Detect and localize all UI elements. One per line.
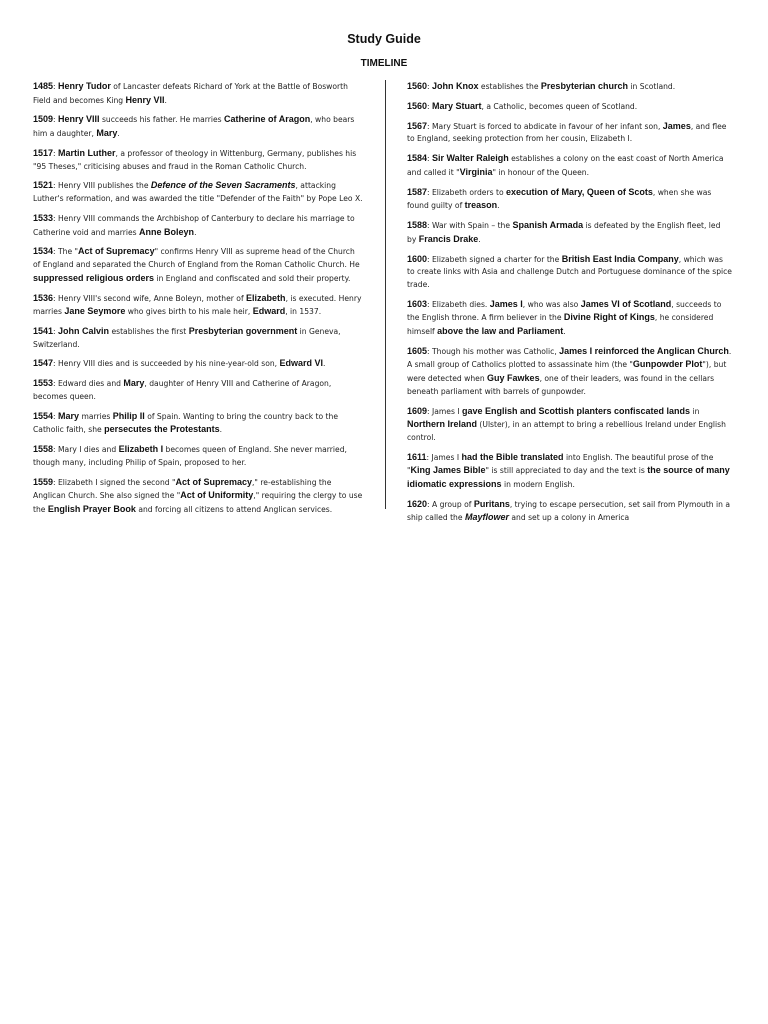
highlighted-term: execution of Mary, Queen of Scots — [506, 186, 653, 197]
highlighted-term: Catherine of Aragon — [224, 114, 311, 125]
timeline-entry — [407, 298, 732, 339]
highlighted-term: Elizabeth — [246, 292, 286, 303]
timeline-right-column — [407, 80, 732, 531]
timeline-year: 1611 — [407, 451, 427, 462]
entry-text: establishes the first — [109, 326, 189, 336]
highlighted-term: Philip II — [112, 410, 145, 421]
highlighted-term: treason — [464, 200, 498, 211]
timeline-entry — [407, 100, 732, 114]
entry-text: , daughter of Henry VIII and Catherine of Aragon, becomes queen. — [33, 379, 332, 401]
timeline-year: 1620 — [407, 498, 428, 509]
entry-text: in Geneva, Switzerland. — [33, 326, 341, 349]
entry-text: in England and confiscated and sold their property. — [154, 273, 351, 283]
highlighted-term: Puritans — [473, 498, 510, 509]
entry-text: . — [194, 227, 197, 237]
highlighted-term: Act of Uniformity — [180, 490, 254, 501]
highlighted-term: James VI of Scotland — [580, 298, 672, 309]
timeline-year: 1567 — [407, 120, 428, 131]
entry-text: of Spain. Wanting to bring the country back to the Catholic faith, she — [33, 411, 339, 435]
timeline-year: 1509 — [33, 114, 54, 125]
entry-text: : Henry VIII publishes the — [53, 181, 151, 191]
entry-text: , a Catholic, becomes queen of Scotland. — [481, 101, 638, 111]
entry-text: " confirms Henry VIII as supreme head of the Church of England and separated the Church of England from the Roman Catholic Church. He — [33, 247, 360, 270]
highlighted-term: Gunpowder Plot — [632, 359, 703, 370]
entry-text: : Elizabeth dies. — [427, 299, 490, 309]
highlighted-term: Jane Seymore — [64, 306, 126, 317]
timeline-year: 1600 — [407, 253, 428, 264]
entry-text: is defeated by the English fleet, led by — [407, 221, 721, 244]
highlighted-term: Divine Right of Kings — [563, 312, 655, 323]
timeline-entry — [407, 405, 732, 445]
highlighted-term: Mary Stuart — [432, 100, 482, 111]
highlighted-term: Mary — [96, 128, 118, 139]
highlighted-term: Elizabeth I — [118, 444, 164, 455]
entry-text: , who was also — [522, 299, 581, 309]
entry-text: , and flee to England, seeking protection from her cousin, Elizabeth I. — [407, 121, 727, 144]
highlighted-term: Act of Supremacy — [78, 246, 155, 257]
entry-text: . A small group of Catholics plotted to assassinate him (the " — [407, 346, 732, 370]
entry-text: , he considered himself — [407, 313, 714, 336]
timeline-entry — [33, 357, 363, 371]
timeline-entry — [407, 451, 732, 492]
timeline-year: 1521 — [33, 180, 54, 191]
entry-text: , is executed. Henry marries — [33, 293, 362, 317]
entry-text: ," requiring the clergy to use the — [33, 491, 363, 514]
timeline-entry — [407, 498, 732, 525]
highlighted-term: above the law and Parliament — [437, 325, 564, 336]
entry-text: " in honour of the Queen. — [492, 167, 589, 177]
entry-text: , succeeds to the English throne. A firm believer in the — [407, 299, 722, 323]
highlighted-term: gave English and Scottish planters confiscated lands — [462, 405, 691, 416]
timeline-year: 1541 — [33, 325, 54, 336]
entry-text: and forcing all citizens to attend Anglican services. — [135, 505, 333, 514]
entry-text: "), but were detected when — [407, 360, 727, 384]
timeline-year: 1536 — [33, 292, 54, 303]
entry-text: : James I — [427, 406, 462, 416]
entry-text: . — [563, 326, 566, 336]
timeline-entry — [33, 377, 363, 403]
entry-text: and set up a colony in America — [508, 513, 630, 523]
timeline-entry — [33, 245, 363, 285]
highlighted-term: James I reinforced the Anglican Church — [559, 345, 729, 356]
highlighted-term: persecutes the Protestants — [104, 424, 220, 435]
entry-text: : Elizabeth I signed the second " — [53, 477, 176, 487]
entry-text: , when she was found guilty of — [407, 187, 712, 211]
section-heading-timeline: TIMELINE — [360, 58, 408, 69]
highlighted-term: Francis Drake — [418, 233, 479, 244]
highlighted-term: Virginia — [459, 166, 493, 177]
entry-text: : Henry VIII commands the Archbishop of Canterbury to declare his marriage to Catherine void and marries — [33, 213, 355, 237]
timeline-year: 1587 — [407, 186, 428, 197]
highlighted-term: had the Bible translated — [461, 451, 564, 462]
entry-text: succeeds his father. He marries — [99, 115, 225, 125]
highlighted-term: Northern Ireland — [407, 419, 478, 430]
highlighted-term: Martin Luther — [58, 147, 116, 158]
entry-text: : James I — [426, 452, 462, 462]
timeline-year: 1558 — [33, 444, 54, 455]
highlighted-term: King James Bible — [410, 465, 486, 476]
entry-text: : A group of — [427, 499, 474, 509]
entry-text: . — [478, 234, 481, 244]
entry-text: : Henry VIII dies and is succeeded by his nine-year-old son, — [53, 359, 280, 369]
timeline-entry — [33, 80, 363, 107]
highlighted-term: Henry Tudor — [58, 81, 111, 91]
entry-text: : Henry VIII's second wife, Anne Boleyn, mother of — [53, 293, 247, 303]
entry-text: in Scotland. — [627, 82, 676, 91]
timeline-entry — [407, 253, 732, 292]
highlighted-term: Mayflower — [464, 512, 509, 523]
highlighted-term: Edward VI — [279, 358, 324, 369]
column-divider — [385, 80, 386, 509]
timeline-entry — [33, 113, 363, 140]
entry-text: . — [117, 129, 120, 139]
entry-text: : — [53, 326, 59, 336]
highlighted-term: Guy Fawkes — [487, 373, 540, 384]
entry-text: : Mary Stuart is forced to abdicate in favour of her infant son, — [427, 121, 663, 131]
highlighted-term: Henry VII — [125, 94, 165, 105]
timeline-year: 1584 — [407, 153, 428, 164]
entry-text: becomes queen of England. She never married, though many, including Philip of Spain, proposed to her. — [33, 445, 347, 467]
entry-text: , attacking Luther's reformation, and was awarded the title "Defender of the Faith" by Pope Leo X. — [33, 181, 363, 204]
entry-text: ," re-establishing the Anglican Church. She also signed the " — [33, 477, 332, 501]
entry-text: (Ulster), in an attempt to bring a rebellious Ireland under English control. — [407, 420, 726, 442]
timeline-year: 1553 — [33, 378, 54, 389]
timeline-entry — [33, 147, 363, 173]
entry-text: : Though his mother was Catholic, — [427, 346, 560, 356]
timeline-year: 1560 — [407, 100, 428, 111]
highlighted-term: English Prayer Book — [47, 504, 136, 514]
timeline-year: 1559 — [33, 476, 54, 487]
highlighted-term: Anne Boleyn — [139, 226, 195, 237]
timeline-entry — [407, 152, 732, 179]
entry-text: marries — [79, 411, 113, 421]
timeline-entry — [33, 292, 363, 319]
timeline-entry — [33, 476, 363, 517]
entry-text: , in 1537. — [285, 307, 322, 317]
entry-text: in — [690, 406, 700, 416]
entry-text: who gives birth to his male heir, — [125, 307, 253, 317]
timeline-entry — [33, 410, 363, 437]
highlighted-term: Henry VIII — [58, 114, 100, 125]
highlighted-term: James — [662, 120, 691, 131]
timeline-year: 1605 — [407, 345, 428, 356]
entry-text: : Edward dies and — [53, 379, 124, 389]
entry-text: : The " — [53, 247, 79, 257]
timeline-year: 1517 — [33, 147, 54, 158]
timeline-entry — [33, 179, 363, 205]
entry-text: : War with Spain – the — [427, 221, 513, 231]
entry-text: of Lancaster defeats Richard of York at the Battle of Bosworth Field and becomes King — [33, 82, 348, 105]
highlighted-term: suppressed religious orders — [33, 272, 155, 283]
entry-text: : — [427, 154, 433, 164]
entry-text: . — [323, 359, 326, 369]
entry-text: in modern English. — [501, 479, 575, 489]
entry-text: . — [497, 201, 500, 211]
timeline-year: 1485 — [33, 81, 54, 91]
timeline-year: 1534 — [33, 246, 54, 257]
timeline-entry — [33, 443, 363, 469]
timeline-year: 1603 — [407, 298, 428, 309]
highlighted-term: Spanish Armada — [512, 220, 584, 231]
highlighted-term: Edward — [252, 306, 286, 317]
timeline-entry — [33, 212, 363, 239]
entry-text: " is still appreciated to day and the text is — [485, 466, 648, 476]
timeline-entry — [407, 219, 732, 246]
timeline-entry — [407, 186, 732, 213]
timeline-entry — [407, 80, 732, 94]
timeline-left-column — [33, 80, 363, 523]
entry-text: into English. The beautiful prose of the " — [407, 452, 714, 476]
timeline-year: 1588 — [407, 220, 428, 231]
highlighted-term: Defence of the Seven Sacraments — [150, 180, 296, 191]
entry-text: : — [53, 148, 59, 158]
highlighted-term: James I — [489, 298, 523, 309]
entry-text: : — [427, 101, 433, 111]
entry-text: : — [427, 82, 433, 91]
timeline-year: 1560 — [407, 81, 428, 91]
entry-text: , a professor of theology in Wittenburg, Germany, publishes his "95 Theses," criticising abuses and fraud in the Roman Catholic Church. — [33, 148, 357, 171]
highlighted-term: British East India Company — [561, 253, 679, 264]
entry-text: , one of their leaders, was found in the cellars beneath parliament with barrels of gunpowder. — [407, 374, 715, 396]
entry-text: : — [53, 82, 59, 91]
timeline-entry — [407, 345, 732, 398]
entry-text: : Mary I dies and — [53, 445, 119, 455]
entry-text: , trying to escape persecution, set sail from Plymouth in a ship called the — [407, 499, 731, 523]
timeline-entry — [407, 120, 732, 146]
entry-text: , which was to create links with Asia and challenge Dutch and Portuguese dominance of the spice trade. — [407, 254, 732, 289]
entry-text: . — [164, 95, 167, 105]
entry-text: : Elizabeth signed a charter for the — [427, 254, 562, 264]
entry-text: establishes a colony on the east coast of North America and called it " — [407, 154, 724, 177]
highlighted-term: Act of Supremacy — [175, 476, 253, 487]
highlighted-term: Mary — [123, 378, 145, 389]
timeline-year: 1554 — [33, 410, 54, 421]
timeline-year: 1609 — [407, 405, 428, 416]
highlighted-term: John Knox — [432, 81, 479, 91]
entry-text: : — [53, 115, 59, 125]
entry-text: : — [53, 411, 59, 421]
highlighted-term: Sir Walter Raleigh — [432, 153, 509, 164]
timeline-year: 1547 — [33, 358, 54, 369]
highlighted-term: John Calvin — [58, 325, 110, 336]
entry-text: : Elizabeth orders to — [427, 187, 507, 197]
highlighted-term: Presbyterian church — [540, 81, 628, 91]
entry-text: . — [219, 425, 223, 435]
timeline-entry — [33, 325, 363, 351]
highlighted-term: the source of many idiomatic expressions — [407, 465, 730, 489]
highlighted-term: Presbyterian government — [188, 325, 298, 336]
entry-text: , who bears him a daughter, — [33, 115, 355, 139]
entry-text: establishes the — [478, 82, 541, 91]
page-title: Study Guide — [347, 32, 421, 46]
highlighted-term: Mary — [58, 410, 80, 421]
timeline-year: 1533 — [33, 212, 54, 223]
